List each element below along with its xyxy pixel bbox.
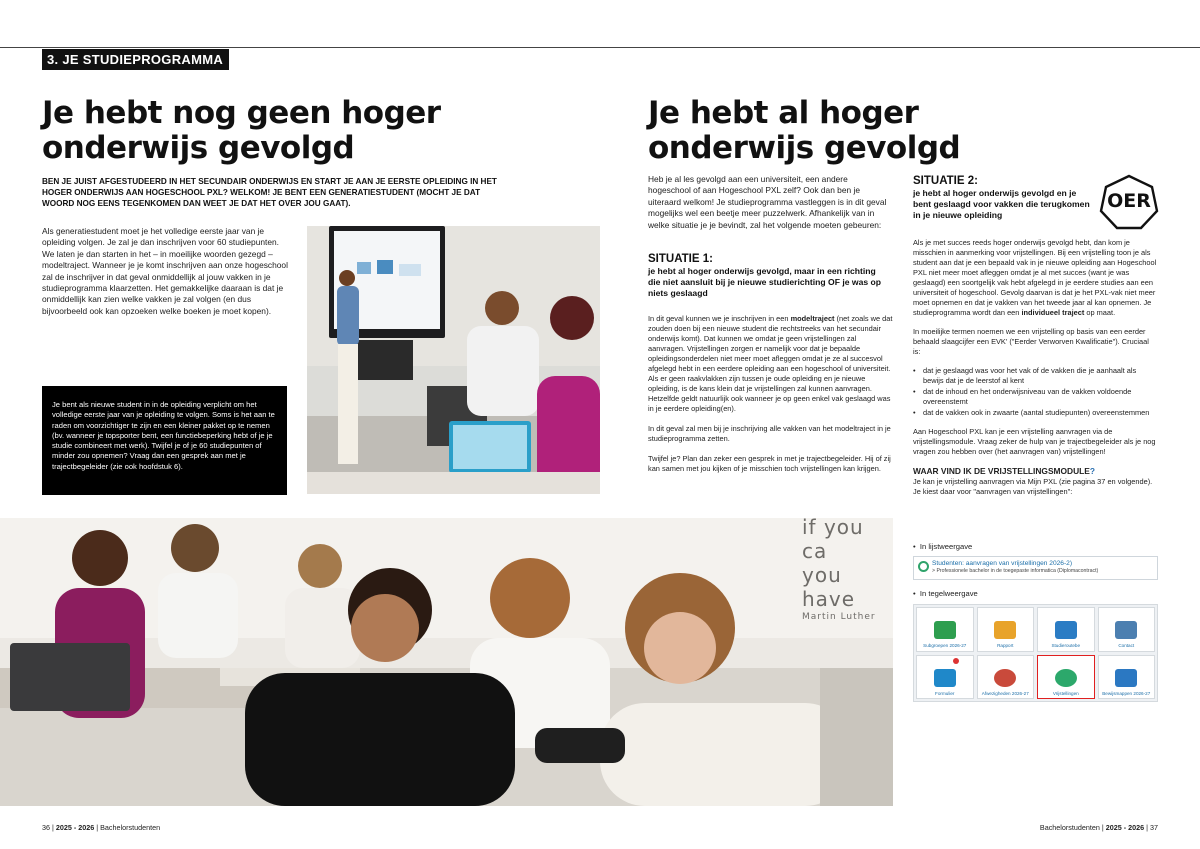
exemption-tile-icon: [1055, 669, 1077, 687]
lead-pre: BEN JE JUIST AFGESTUDEERD IN HET SECUNDAIR ONDERWIJS EN START JE AAN JE EERSTE OPLEIDING IN HET HOGER ONDERWIJS AAN HOGESCHOOL PXL? WELKOM! JE BENT EEN: [42, 177, 497, 197]
sit1-p1-post: (net zoals we dat zouden doen bij een nieuwe student die rechtstreeks van het secundair onderwijs komt). Dat kunnen we omdat je geen vrijstellingen zal aanvragen. Vrijstellingen zorgen er namelijk voor dat je bepaalde opleidingsonderdelen niet meer moet afleggen omdat je ze al succesvol afgelegd hebt in een eerdere opleiding aan een hogeschool of universiteit. Als er geen raakvlakken zijn tussen je oude opleiding en je nieuwe opleiding, is de kans klein dat je vrijstellingen zal kunnen aanvragen. Hetzelfde geldt natuurlijk ook wanneer je op geen enkel vak geslaagd was in je eerdere opleiding(en).: [648, 314, 893, 413]
folder-icon: [994, 621, 1016, 639]
tile-caption: Subgroepen 2026-27: [923, 643, 967, 648]
list-view-line-2: > Professionele bachelor in de toegepaste informatica (Diplomacontract): [932, 568, 1099, 574]
sit2-p1-post: op maat.: [1084, 308, 1116, 317]
footer-right: Bachelorstudenten | 2025 - 2026 | 37: [1039, 823, 1158, 832]
sit1-p1-bold: modeltraject: [790, 314, 835, 323]
lead-bold: GENERATIESTUDENT: [328, 188, 415, 197]
footer-year-right: 2025 - 2026: [1105, 823, 1145, 832]
situation-1-paragraph-1: [648, 314, 894, 414]
clock-icon: [994, 669, 1016, 687]
left-headline: [42, 96, 441, 166]
footer-left: 36 | 2025 - 2026 | Bachelorstudenten: [42, 823, 161, 832]
envelope-icon: [1115, 621, 1137, 639]
left-headline-line-1: Je hebt nog geen hoger: [42, 95, 441, 131]
wall-quote-author: Martin Luther: [802, 612, 876, 622]
situation-2-body: [913, 238, 1158, 506]
list-view-label-text: In lijstweergave: [919, 542, 973, 551]
criteria-item: • dat de vakken ook in zwaarte (aantal studiepunten) overeenstemmen: [913, 408, 1158, 418]
situation-2-title: SITUATIE 2:: [913, 175, 978, 187]
footer-label-right: Bachelorstudenten: [1039, 823, 1100, 832]
tile-exemptions: [1037, 655, 1095, 700]
situation-1-paragraph-3: Twijfel je? Plan dan zeker een gesprek in met je trajectbegeleider. Hij of zij kan samen met jou kijken of je misschien toch vrijstellingen kan krijgen.: [648, 454, 891, 473]
tile-evidence: [1098, 655, 1156, 700]
tile-subgroups: [916, 607, 974, 652]
criteria-item: • dat je geslaagd was voor het vak of de vakken die je aanhaalt als bewijs dat je de leerstof al kent: [913, 366, 1158, 386]
criteria-list: [913, 366, 1158, 418]
tile-study-route: [1037, 607, 1095, 652]
tile-view-screenshot: [913, 604, 1158, 702]
sit1-p1-pre: In dit geval kunnen we je inschrijven in een: [648, 314, 791, 323]
list-view-screenshot: [913, 556, 1158, 580]
route-icon: [1055, 621, 1077, 639]
tile-caption: Afwezigheden 2026-27: [981, 690, 1029, 696]
situation-2-subtitle: je hebt al hoger onderwijs gevolgd en je bent geslaagd voor vakken die terugkomen in je nieuwe opleiding: [913, 188, 1090, 220]
situation-1-paragraph-2: In dit geval zal men bij je inschrijving alle vakken van het modeltraject in je studieprogramma zetten.: [648, 424, 891, 443]
tile-caption: Contact: [1118, 643, 1135, 648]
wall-quote-line-2: you have: [802, 563, 856, 611]
page-number-right: 37: [1150, 823, 1158, 832]
situation-2-paragraph-2: In moeilijke termen noemen we een vrijstelling op basis van een eerder behaald slaagcijfer een EVK' ("Eerder Verworven Kwalificatie"). Cruciaal is:: [913, 327, 1149, 356]
classroom-students-photo: [0, 518, 893, 806]
situation-2-heading: [913, 174, 1093, 221]
left-body-text: Als generatiestudent moet je het volledige eerste jaar van je opleiding volgen. Je zal je dan inschrijven voor 60 studiepunten. We laten je dan starten in het – in moeilijke woorden gezegd – modeltraject. Wanneer je je komt inschrijven aan onze hogeschool zal de inschrijver in dat geval onmiddellijk al jouw vakken in je studieprogramma klaarzetten. Het gemakkelijke daaraan is dat je onmiddellijk kan zien welke vakken je zal volgen (en dus bijvoorbeeld ook kan opzoeken welke boeken je moet kopen).: [42, 226, 288, 316]
oer-badge: [1099, 174, 1159, 230]
tile-caption: Vrijstellingen: [1052, 690, 1079, 696]
tile-caption: Bewijsmappen 2026-27: [1102, 690, 1151, 696]
situation-1-title: SITUATIE 1:: [648, 253, 713, 265]
exemption-icon: [918, 561, 929, 572]
tile-caption: Studieroutebe: [1051, 643, 1081, 648]
where-title: [913, 466, 1158, 477]
criteria-item: • dat de inhoud en het onderwijsniveau van de vakken voldoende overeenstemt: [913, 387, 1158, 407]
tile-caption: Formulier: [935, 690, 955, 696]
tile-absences: [977, 655, 1035, 700]
sit2-p1-pre: Als je met succes reeds hoger onderwijs gevolgd hebt, dan kom je misschien in aanmerking voor vrijstellingen. Bij een vrijstelling toon je als student aan dat je een bepaald vak in je nieuwe opleiding aan Hogeschool PXL niet meer moet afleggen omdat je al met succes (want je was geslaagd) een soortgelijk vak hebt afgelegd in je eerdere studies aan een universiteit of hogeschool. Gevolg daarvan is dat je het PXL-vak niet meer moet opnemen en dat je vakken van het tweede jaar al kan opnemen. Je studieprogramma wordt dan een: [913, 238, 1157, 317]
info-box: Je bent als nieuwe student in in de opleiding verplicht om het volledige eerste jaar van je opleiding te volgen. Soms is het aan te raden om voorzichtiger te zijn en een kleiner pakket op te nemen (bv. wanneer je topsporter bent, een functiebeperking hebt of je je studie combineert met werk). Twijfel je of je 60 studiepunten of minder zou opnemen? Vraag dan een gesprek aan met je trajectbegeleider (zie ook hoofdstuk 6).: [42, 386, 287, 495]
where-title-text: WAAR VIND IK DE VRIJSTELLINGSMODULE: [913, 466, 1090, 476]
wall-quote: [802, 518, 893, 623]
tile-view-label-text: In tegelweergave: [919, 589, 978, 598]
left-headline-line-2: onderwijs gevolgd: [42, 130, 355, 166]
situation-2-paragraph-3: Aan Hogeschool PXL kan je een vrijstelling aanvragen via de vrijstellingsmodule. Vraag zeker de hulp van je trajectbegeleider als je nog vragen zou hebben over (het aanvragen van) vrijstellingen!: [913, 427, 1156, 456]
tile-form: [916, 655, 974, 700]
wall-quote-line-1: if you ca: [802, 518, 864, 563]
classroom-presentation-photo: [307, 226, 600, 494]
oer-label: OER: [1107, 190, 1151, 212]
where-title-q: ?: [1089, 466, 1095, 476]
right-headline: [648, 96, 960, 166]
list-view-line-1: Studenten: aanvragen van vrijstellingen 2026-2): [932, 560, 1073, 567]
tile-contact: [1098, 607, 1156, 652]
section-tag: 3. JE STUDIEPROGRAMMA: [42, 49, 229, 70]
page-number-left: 36: [42, 823, 50, 832]
left-lead: [42, 176, 512, 209]
lead-post: (MOCHT JE DAT WOORD NOG EENS TEGENKOMEN DAN WEET JE DAT HET OVER JOU GAAT).: [42, 188, 481, 208]
tile-caption: Rapport: [997, 643, 1014, 648]
right-headline-line-2: onderwijs gevolgd: [648, 130, 961, 166]
top-rule: [0, 47, 1200, 48]
notification-badge: [953, 658, 959, 664]
situation-2-paragraph-1: [913, 238, 1158, 318]
tile-view-label: • In tegelweergave: [913, 589, 978, 598]
sit2-p1-bold: individueel traject: [1021, 308, 1085, 317]
situation-1-subtitle: je hebt al hoger onderwijs gevolgd, maar in een richting die niet aansluit bij je nieuwe studierichting OF je was op niets geslaagd: [648, 266, 882, 298]
mailbox-icon: [934, 669, 956, 687]
right-headline-line-1: Je hebt al hoger: [648, 95, 919, 131]
situation-1-body: [648, 314, 894, 484]
right-intro: Heb je al les gevolgd aan een universiteit, een andere hogeschool of aan Hogeschool PXL zelf? Ook dan ben je uiteraard welkom! Je studieprogramma vastleggen is in dit geval mogelijks wel een beetje meer puzzelwerk. Afhankelijk van in welke situatie je je bevindt, zal het volgende moeten gebeuren:: [648, 174, 887, 230]
situation-1-heading: [648, 252, 890, 299]
tile-report: [977, 607, 1035, 652]
subgroups-icon: [934, 621, 956, 639]
footer-label-left: Bachelorstudenten: [100, 823, 161, 832]
where-body: Je kan je vrijstelling aanvragen via Mijn PXL (zie pagina 37 en volgende). Je kiest daar voor "aanvragen van vrijstellingen":: [913, 477, 1153, 496]
chart-icon: [1115, 669, 1137, 687]
list-view-label: • In lijstweergave: [913, 542, 973, 551]
footer-year-left: 2025 - 2026: [55, 823, 95, 832]
